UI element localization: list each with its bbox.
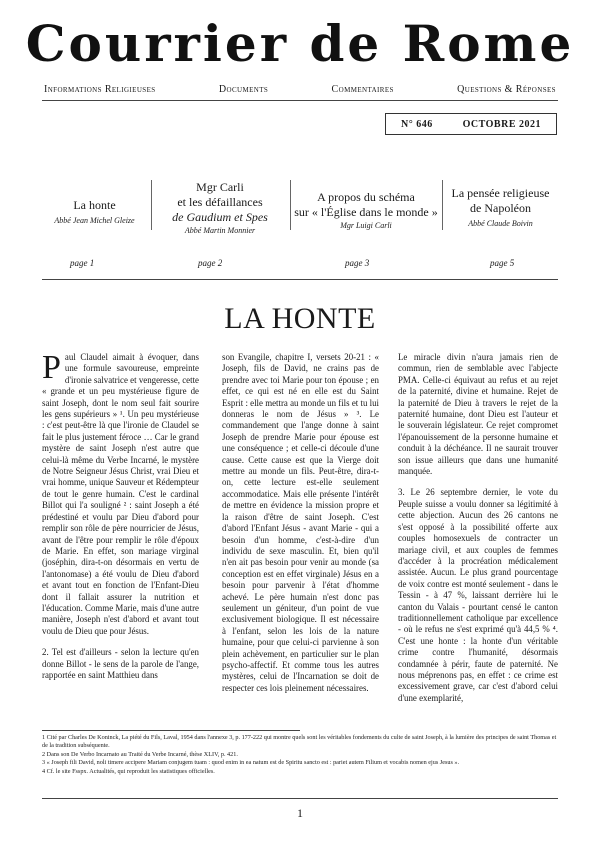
toc-title: de Gaudium et Spes — [172, 210, 268, 224]
nav-commentaires[interactable]: Commentaires — [331, 84, 394, 95]
footnote-rule — [42, 730, 300, 731]
toc-title: de Napoléon — [470, 201, 531, 215]
drop-cap: P — [42, 349, 61, 386]
issue-box — [385, 113, 557, 135]
toc-author: Abbé Claude Boivin — [468, 219, 533, 228]
toc-item-napoleon[interactable] — [443, 186, 558, 228]
toc-title: et les défaillances — [177, 195, 263, 209]
toc-author: Abbé Jean Michel Gleize — [54, 216, 135, 225]
toc-page: page 3 — [345, 258, 370, 268]
toc-item-schema[interactable] — [291, 190, 441, 230]
toc-title: Mgr Carli — [196, 180, 244, 194]
footnote: 1 Cité par Charles De Koninck, La piété du Fils, Laval, 1954 dans l'annexe 3, p. 177-222 qui montre quels sont les véritables fondements du culte de saint Joseph, à la lumière des principes de saint Thomas et de la tradition subséquente. — [42, 734, 557, 750]
issue-number: N° 646 — [400, 118, 433, 130]
top-rule — [42, 100, 558, 101]
toc-page: page 1 — [70, 258, 95, 268]
paragraph: 3. Le 26 septembre dernier, le vote du Peuple suisse a voulu donner sa légitimité à cette abjection. Aucun des 26 cantons ne s'est opposé à la possibilité offerte aux couples homosexuels de contracter un mariage civil, et aux couples de femmes d'accéder à la procréation médicalement assistée. Aucun. Le plus grand pourcentage de voix contre est monté seulement - dans le Tessin - à 47 %, laissant derrière lui le canton du Valais - pourtant censé le canton traditionnellement catholique par excellence - où le refus ne s'est exprimé qu'à 44,5 % ⁴. C'est une honte : la honte d'un véritable crime contre l'humanité, désormais condamnée à périr, faute de paternité. Ne nous méprenons pas, en effet : ce crime est excessivement grave, car c'est d'abord celui d'une exemplarité, — [398, 487, 558, 703]
toc-author: Mgr Luigi Carli — [340, 221, 392, 230]
toc-item-carli[interactable] — [152, 180, 288, 235]
paragraph: son Evangile, chapitre I, versets 20-21 : « Joseph, fils de David, ne crains pas de prendre avec toi Marie pour ton épouse ; en effet, ce qui est né en elle est du Saint Esprit : elle mettra au monde un fils et tu lui donneras le nom de Jésus » ³. Le commandement que l'ange donne à saint Joseph de prendre Marie pour épouse est une conséquence ; et celle-ci découle d'une cause. Cette cause est que la Vierge doit mettre au monde un fils. Peut-être, dira-t-on, cette lecture est-elle seulement accommodatice. Mais elle présente l'intérêt de mettre en évidence la mission propre et la raison d'être de saint Joseph. C'est d'abord l'Enfant Jésus - avant Marie - qui a besoin d'un homme, c'est-à-dire d'un individu de sexe masculin. Et, bien qu'il n'en ait pas besoin pour venir au monde (sa conception est en effet virginale) Jésus en a besoin pour parvenir à l'état d'homme achevé. Le père humain n'est donc pas seulement un géniteur, d'un point de vue exclusivement biologique. Il est nécessaire à l'enfant, selon les lois de la nature humaine, pour que celui-ci parvienne à son plein achèvement, en particulier sur le plan psycho-affectif. Et comme tous les autres mystères, celui de l'Incarnation se doit de respecter ces lois pleinement nécessaires. — [222, 352, 379, 693]
toc-title: La pensée religieuse — [451, 186, 550, 200]
article-headline: LA HONTE — [224, 302, 376, 335]
toc-author: Abbé Martin Monnier — [184, 226, 256, 235]
paragraph: 2. Tel est d'ailleurs - selon la lecture qu'en donne Billot - le sens de la parole de l'ange, rapportée en saint Matthieu dans — [42, 647, 199, 680]
article-column-3 — [398, 352, 558, 714]
footnotes — [42, 734, 558, 776]
toc-page: page 2 — [198, 258, 223, 268]
nav-informations[interactable]: Informations Religieuses — [44, 84, 156, 95]
paragraph: aul Claudel aimait à évoquer, dans une formule savoureuse, empreinte d'ironie salvatrice et vengeresse, cette « grande et un peu mystérieuse figure de saint Joseph, dont le nom seul fait sourire les gens supérieurs » ¹. Un peu mystérieuse : c'est peut-être là que l'ironie de Claudel se fait le plus justement féroce … Car le grand mystère de saint Joseph n'est autre que celui-là même du Verbe Incarné, le mystère de Notre Seigneur Jésus Christ, vrai Dieu et vrai homme, unique Sauveur et Rédempteur de tout le genre humain. C'est le cardinal Billot qui l'a souligné ² : saint Joseph a été prédestiné et voulu par Dieu d'abord pour remplir son rôle de père nourricier de Jésus, avant de l'être pour remplir le rôle d'époux de Marie. En effet, son mariage virginal (joséphin, dira-t-on désormais en vertu de l'antonomase) a été voulu de Dieu d'abord et avant tout en fonction de l'Enfant-Dieu dont il fallait assurer la nutrition et l'éducation. Comme Marie, mais d'une autre manière, Joseph n'est d'abord et avant tout voulu de Dieu que pour Jésus. — [42, 352, 199, 636]
article-column-2 — [222, 352, 379, 704]
toc-page: page 5 — [490, 258, 515, 268]
masthead-title: Courrier de Rome — [25, 14, 575, 73]
footnote: 2 Dans son De Verbo Incarnato au Traité du Verbe Incarné, thèse XLIV, p. 421. — [42, 750, 238, 758]
article-column-1 — [42, 349, 199, 691]
nav-documents[interactable]: Documents — [218, 84, 269, 95]
section-nav — [44, 84, 556, 95]
toc-rule — [42, 279, 558, 280]
toc-title: sur « l'Église dans le monde » — [294, 205, 438, 219]
toc-title: A propos du schéma — [317, 190, 415, 204]
toc-item-honte[interactable] — [42, 198, 147, 225]
issue-date: OCTOBRE 2021 — [462, 118, 541, 130]
bottom-rule — [42, 798, 558, 799]
nav-questions[interactable]: Questions & Réponses — [457, 84, 556, 95]
footnote: 4 Cf. le site Fsspx. Actualités, qui reproduit les statistiques officielles. — [42, 767, 215, 775]
page-number: 1 — [297, 806, 303, 820]
footnote: 3 « Joseph fili David, noli timere accipere Mariam conjugem tuam : quod enim in ea natum est de Spiritu sancto est : pariet autem Filium et vocabis nomen ejus Jesus ». — [42, 759, 460, 767]
paragraph: Le miracle divin n'aura jamais rien de commun, rien de semblable avec l'abjecte PMA. Celle-ci équivaut au refus et au rejet de la paternité, divine et humaine. Rejet de la paternité de Dieu à travers le rejet de la paternité humaine, dont Dieu est l'auteur et le souverain législateur. Ce rejet compromet l'épanouissement de la personne humaine et conduit à la déchéance. Il ne saurait trouver son issue ailleurs que dans une humanité manquée. — [398, 352, 558, 477]
toc-title: La honte — [73, 198, 116, 212]
